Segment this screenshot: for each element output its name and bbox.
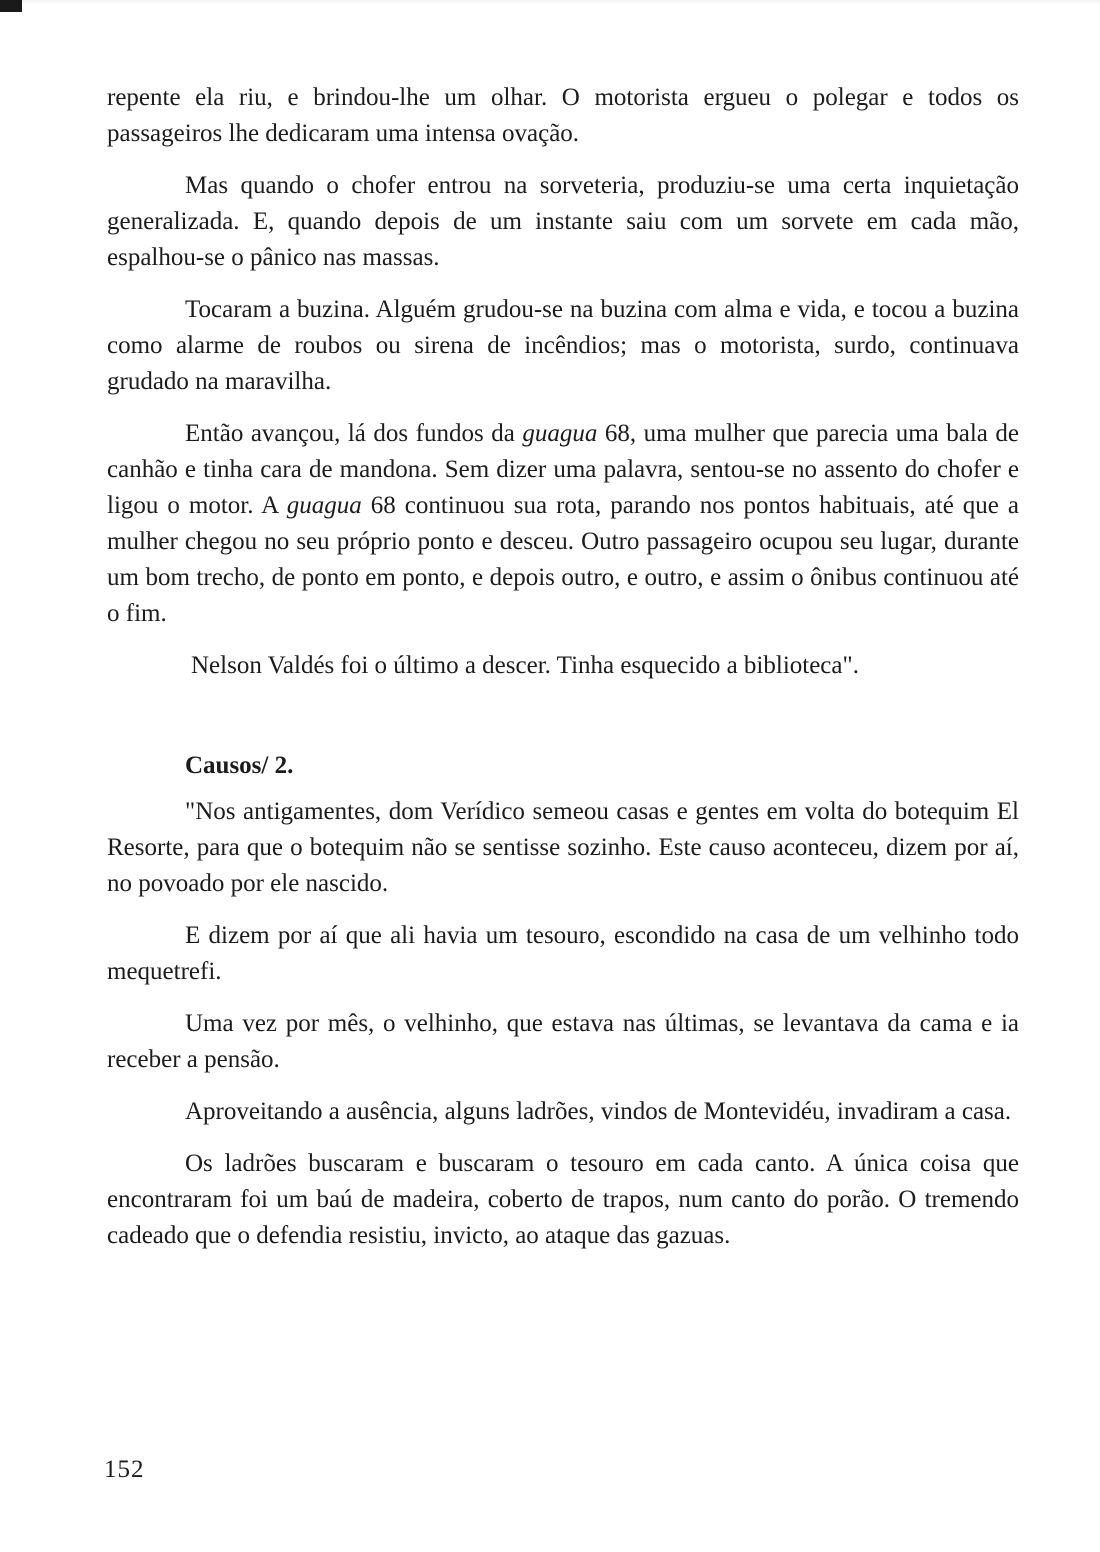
guagua-text-2: 68, uma mulher que parecia uma bala de canhão e tinha cara de mandona. Sem dizer uma palavra, sentou-se no assento do chofer e ligou o motor. A xyxy=(107,420,1019,519)
page-body xyxy=(107,80,1019,1270)
corner-mark xyxy=(0,0,22,12)
page-number: 152 xyxy=(104,1456,145,1483)
paragraph-causos-2: E dizem por aí que ali havia um tesouro, escondido na casa de um velhinho todo mequetrefi. xyxy=(107,922,1019,985)
paragraph-1: repente ela riu, e brindou-lhe um olhar. O motorista ergueu o polegar e todos os passageiros lhe dedicaram uma intensa ovação. xyxy=(107,84,1019,147)
guagua-text-3: 68 continuou sua rota, parando nos pontos habituais, até que a mulher chegou no seu próprio ponto e desceu. Outro passageiro ocupou seu lugar, durante um bom trecho, de ponto em ponto, e depois outro, e outro, e assim o ônibus continuou até o fim. xyxy=(107,492,1019,627)
paragraph-causos-4: Aproveitando a ausência, alguns ladrões, vindos de Montevidéu, invadiram a casa. xyxy=(185,1098,1012,1125)
top-edge xyxy=(0,0,1100,4)
paragraph-3: Tocaram a buzina. Alguém grudou-se na buzina com alma e vida, e tocou a buzina como alarme de roubos ou sirena de incêndios; mas o motorista, surdo, continuava grudado na maravilha. xyxy=(107,296,1019,395)
paragraph-2: Mas quando o chofer entrou na sorveteria, produziu-se uma certa inquietação generalizada. E, quando depois de um instante saiu com um sorvete em cada mão, espalhou-se o pânico nas massas. xyxy=(107,172,1019,271)
section-heading: Causos/ 2. xyxy=(185,752,294,779)
paragraph-causos-1: "Nos antigamentes, dom Verídico semeou casas e gentes em volta do botequim El Resorte, para que o botequim não se sentisse sozinho. Este causo aconteceu, dizem por aí, no povoado por ele nascido. xyxy=(107,798,1019,897)
guagua-italic-1: guagua xyxy=(522,420,598,447)
closing-line: Nelson Valdés foi o último a descer. Tinha esquecido a biblioteca". xyxy=(191,652,859,679)
paragraph-causos-3: Uma vez por mês, o velhinho, que estava nas últimas, se levantava da cama e ia receber a pensão. xyxy=(107,1010,1019,1073)
guagua-italic-2: guagua xyxy=(286,492,362,519)
guagua-text-1: Então avançou, lá dos fundos da xyxy=(185,420,523,447)
paragraph-guagua xyxy=(107,416,1019,632)
paragraph-causos-5: Os ladrões buscaram e buscaram o tesouro em cada canto. A única coisa que encontraram foi um baú de madeira, coberto de trapos, num canto do porão. O tremendo cadeado que o defendia resistiu, invicto, ao ataque das gazuas. xyxy=(107,1150,1019,1249)
